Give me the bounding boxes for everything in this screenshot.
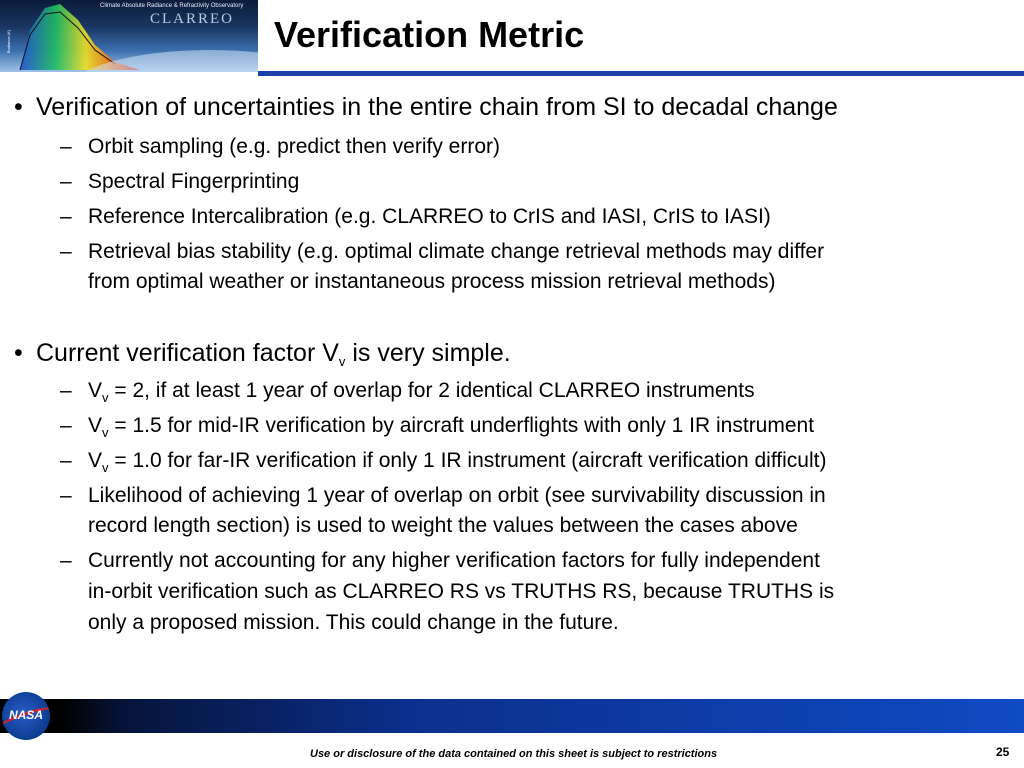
dash-icon: – <box>60 449 72 472</box>
sub-bullet-text: Reference Intercalibration (e.g. CLARREO to CrIS and IASI, CrIS to IASI) <box>88 205 771 228</box>
sub-bullet-text: record length section) is used to weight the values between the cases above <box>88 514 798 537</box>
sub-bullet-text: $V_v = 1.5$ for mid-IR verification by aircraft underflights with only 1 IR instrument <box>88 414 815 440</box>
bullet-text: Verification of uncertainties in the entire chain from SI to decadal change <box>36 93 838 121</box>
banner-logo-text: CLARREO <box>150 11 235 27</box>
title-divider <box>258 71 1024 76</box>
dash-icon: – <box>60 170 72 193</box>
sub-bullet-text: only a proposed mission. This could change in the future. <box>88 611 619 634</box>
sub-bullet-text: $V_v = 2$, if at least 1 year of overlap for 2 identical CLARREO instruments <box>88 379 755 405</box>
footer-band <box>0 699 1024 733</box>
bullet-dot-icon: • <box>14 339 23 367</box>
dash-icon: – <box>60 484 72 507</box>
dash-icon: – <box>60 379 72 402</box>
sub-bullet-text: Spectral Fingerprinting <box>88 170 300 193</box>
dash-icon: – <box>60 205 72 228</box>
sub-bullet-text: Retrieval bias stability (e.g. optimal climate change retrieval methods may differ <box>88 240 825 263</box>
dash-icon: – <box>60 240 72 263</box>
header-banner-image <box>0 0 258 72</box>
dash-icon: – <box>60 135 72 158</box>
sub-bullet-text: Orbit sampling (e.g. predict then verify error) <box>88 135 500 158</box>
nasa-logo <box>2 692 50 740</box>
page-number: 25 <box>996 745 1010 759</box>
sub-bullet-text: $V_v = 1.0$ for far-IR verification if only 1 IR instrument (aircraft verification difficult) <box>88 449 827 475</box>
dash-icon: – <box>60 414 72 437</box>
sub-bullet-text: from optimal weather or instantaneous process mission retrieval methods) <box>88 270 776 293</box>
banner-side-label: Radiance (K) <box>6 30 11 54</box>
dash-icon: – <box>60 549 72 572</box>
bullet-dot-icon: • <box>14 93 23 121</box>
footer-restriction-note: Use or disclosure of the data contained on this sheet is subject to restrictions <box>310 748 718 760</box>
sub-bullet-text: Likelihood of achieving 1 year of overlap on orbit (see survivability discussion in <box>88 484 826 507</box>
sub-bullet-text: in-orbit verification such as CLARREO RS vs TRUTHS RS, because TRUTHS is <box>88 580 835 603</box>
sub-bullet-text: Currently not accounting for any higher verification factors for fully independent <box>88 549 820 572</box>
nasa-logo-text: NASA <box>8 708 43 722</box>
page-title: Verification Metric <box>274 14 585 55</box>
banner-title: Climate Absolute Radiance & Refractivity Observatory <box>100 3 244 9</box>
bullet-text: Current verification factor $V_v$ is very simple. <box>36 339 511 369</box>
